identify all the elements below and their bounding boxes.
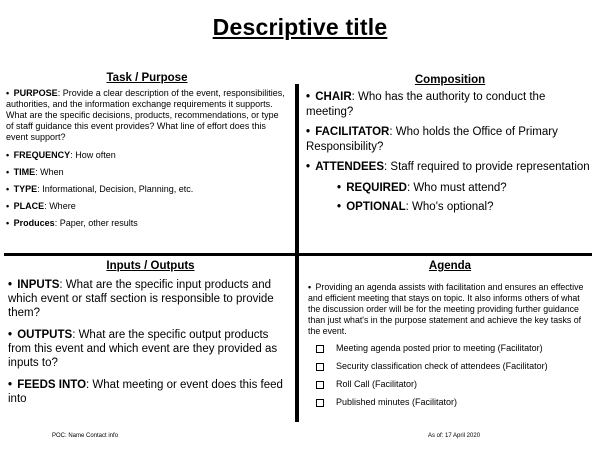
inputs-outputs-quadrant	[8, 260, 293, 414]
checkbox-icon	[316, 381, 324, 389]
list-item: • REQUIRED: Who must attend?	[337, 181, 507, 194]
list-item: • ATTENDEES: Staff required to provide representation	[306, 161, 590, 173]
list-item: • Produces: Paper, other results	[6, 218, 138, 228]
list-item: • FREQUENCY: How often	[6, 150, 116, 160]
task-purpose-list	[6, 88, 288, 229]
composition-list	[306, 90, 594, 215]
list-item: • TIME: When	[6, 167, 64, 177]
as-of-footer: As of: 17 April 2020	[428, 433, 481, 439]
composition-quadrant	[306, 74, 594, 220]
agenda-item: Roll Call (Facilitator)	[316, 379, 594, 390]
composition-heading: Composition	[414, 74, 486, 86]
list-item: • INPUTS: What are the specific input products and which event or staff section is responsible to provide them?	[8, 279, 274, 319]
list-item: • FACILITATOR: Who holds the Office of Primary Responsibility?	[306, 126, 558, 153]
agenda-item: Meeting agenda posted prior to meeting (Facilitator)	[316, 343, 594, 354]
agenda-item: Security classification check of attendees (Facilitator)	[316, 361, 594, 372]
agenda-item: Published minutes (Facilitator)	[316, 397, 594, 408]
inputs-outputs-list	[8, 278, 293, 406]
list-item: • PURPOSE: Provide a clear description of the event, responsibilities, authorities, and the information exchange requirements it supports. What are the specific decisions, products, recommendations, or type of staff guidance this event provides? What line of effort does this event support?	[6, 88, 285, 142]
list-item: • OUTPUTS: What are the specific output products from this event and which event are they provided as inputs to?	[8, 329, 278, 369]
checkbox-icon	[316, 363, 324, 371]
task-purpose-heading: Task / Purpose	[106, 72, 188, 84]
checkbox-icon	[316, 399, 324, 407]
poc-footer: POC: Name Contact info	[52, 433, 119, 439]
list-item: • CHAIR: Who has the authority to conduct the meeting?	[306, 91, 546, 118]
list-item: • TYPE: Informational, Decision, Planning, etc.	[6, 184, 194, 194]
agenda-intro: • Providing an agenda assists with facilitation and ensures an effective and efficient meeting that stays on topic. It also informs others of what the discussion order will be for the meeting providing further guidance than just what's in the purpose statement and achieve the key tasks of the event.	[308, 282, 584, 336]
checkbox-icon	[316, 345, 324, 353]
task-purpose-quadrant	[6, 72, 288, 235]
agenda-list	[306, 343, 594, 408]
agenda-quadrant	[306, 260, 594, 415]
list-item: • OPTIONAL: Who's optional?	[337, 201, 494, 213]
inputs-outputs-heading: Inputs / Outputs	[106, 260, 195, 272]
list-item: • PLACE: Where	[6, 201, 76, 211]
horizontal-divider	[4, 253, 592, 256]
agenda-heading: Agenda	[428, 260, 472, 272]
list-item: • FEEDS INTO: What meeting or event does this feed into	[8, 379, 283, 405]
page-title: Descriptive title	[212, 14, 388, 40]
